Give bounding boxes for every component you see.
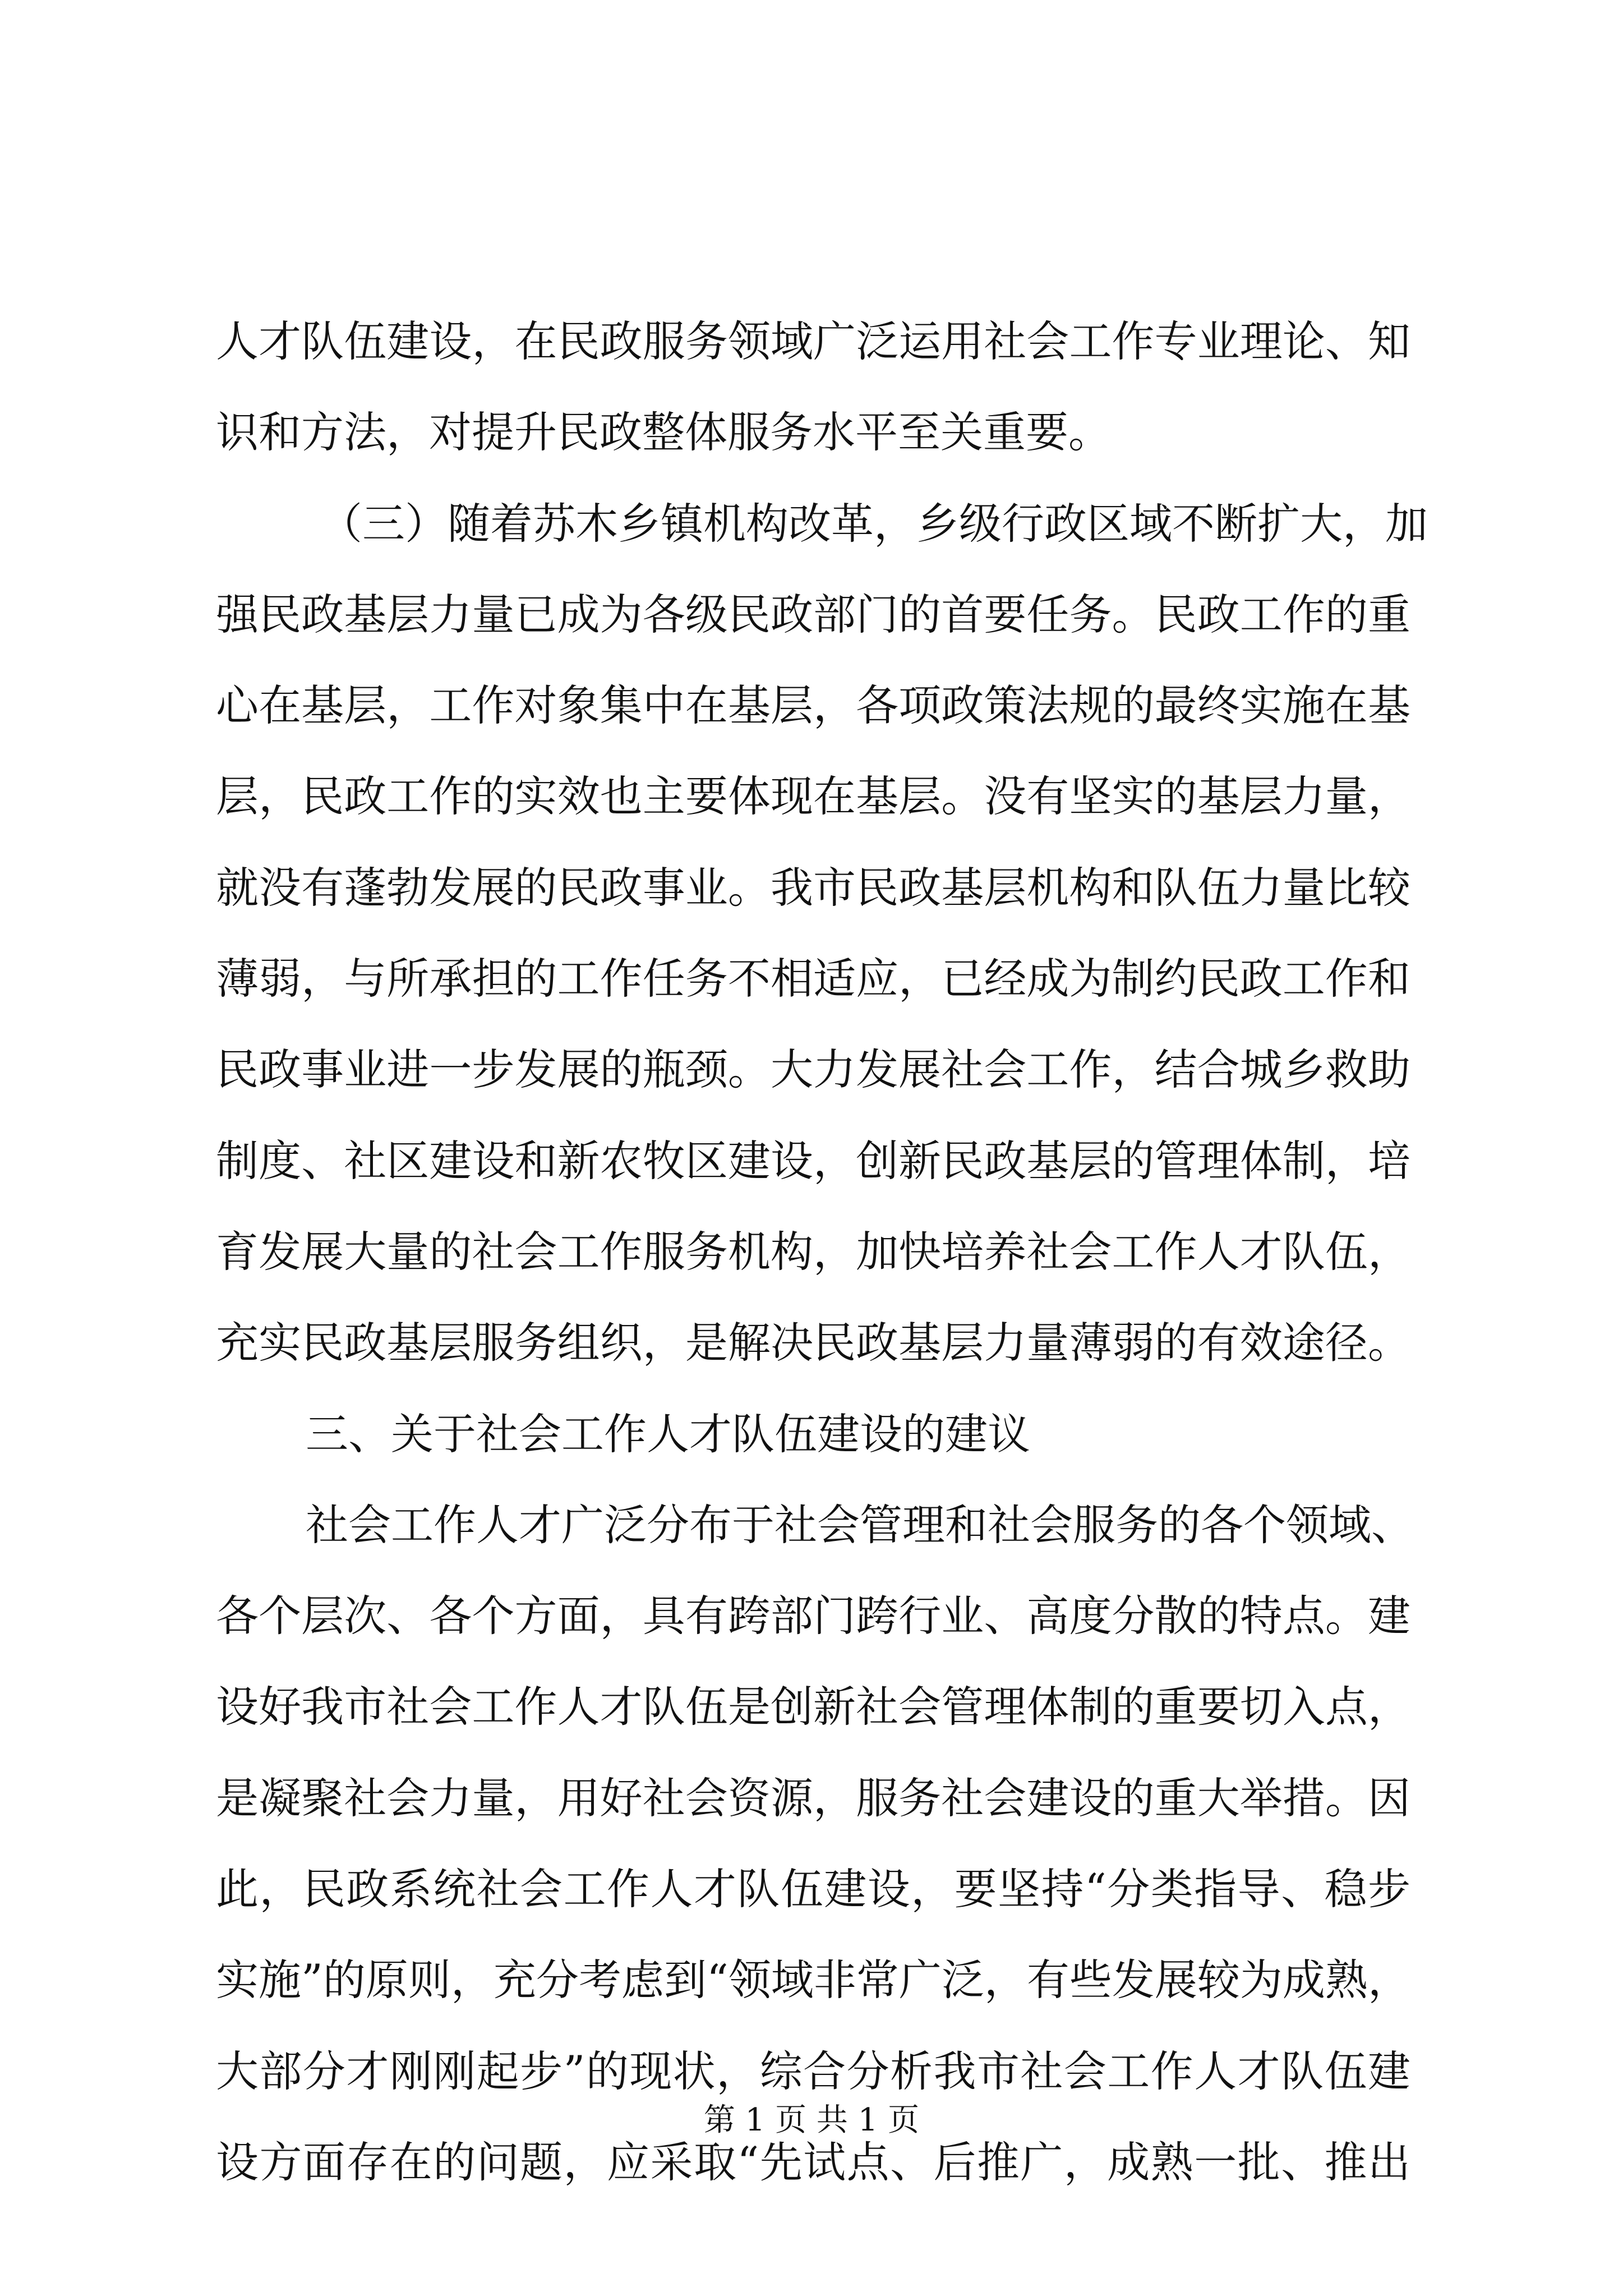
text-line: 大部分才刚刚起步”的现状，综合分析我市社会工作人才队伍建 <box>216 2046 1410 2096</box>
body-text <box>216 296 1428 2208</box>
text-line: 就没有蓬勃发展的民政事业。我市民政基层机构和队伍力量比较 <box>216 862 1410 913</box>
text-line: 设好我市社会工作人才队伍是创新社会管理体制的重要切入点， <box>216 1682 1410 1732</box>
text-line: 是凝聚社会力量，用好社会资源，服务社会建设的重大举措。因 <box>216 1773 1410 1823</box>
text-line: 薄弱，与所承担的工作任务不相适应，已经成为制约民政工作和 <box>216 954 1410 1004</box>
text-line: 心在基层，工作对象集中在基层，各项政策法规的最终实施在基 <box>216 680 1410 731</box>
text-line: 强民政基层力量已成为各级民政部门的首要任务。民政工作的重 <box>216 589 1410 639</box>
section-heading: 三、关于社会工作人才队伍建设的建议 <box>306 1409 1030 1459</box>
text-line: 人才队伍建设，在民政服务领域广泛运用社会工作专业理论、知 <box>216 316 1410 366</box>
paragraph-start: 社会工作人才广泛分布于社会管理和社会服务的各个领域、 <box>306 1499 1414 1550</box>
text-line: 各个层次、各个方面，具有跨部门跨行业、高度分散的特点。建 <box>216 1591 1410 1641</box>
text-line: 民政事业进一步发展的瓶颈。大力发展社会工作，结合城乡救助 <box>216 1045 1410 1095</box>
text-line: 设方面存在的问题，应采取“先试点、后推广，成熟一批、推出 <box>216 2137 1410 2187</box>
text-line: 充实民政基层服务组织，是解决民政基层力量薄弱的有效途径。 <box>216 1318 1410 1368</box>
paragraph-3-start: （三）随着苏木乡镇机构改革，乡级行政区域不断扩大，加 <box>320 498 1428 549</box>
text-line: 实施”的原则，充分考虑到“领域非常广泛，有些发展较为成熟， <box>216 1955 1410 2005</box>
page-number-footer: 第 1 页 共 1 页 <box>703 2102 920 2138</box>
text-line: 此，民政系统社会工作人才队伍建设，要坚持“分类指导、稳步 <box>216 1864 1410 1915</box>
text-line: 育发展大量的社会工作服务机构，加快培养社会工作人才队伍， <box>216 1226 1410 1277</box>
text-line: 层，民政工作的实效也主要体现在基层。没有坚实的基层力量， <box>216 771 1410 822</box>
text-line: 识和方法，对提升民政整体服务水平至关重要。 <box>216 407 1111 458</box>
text-line: 制度、社区建设和新农牧区建设，创新民政基层的管理体制，培 <box>216 1135 1410 1186</box>
